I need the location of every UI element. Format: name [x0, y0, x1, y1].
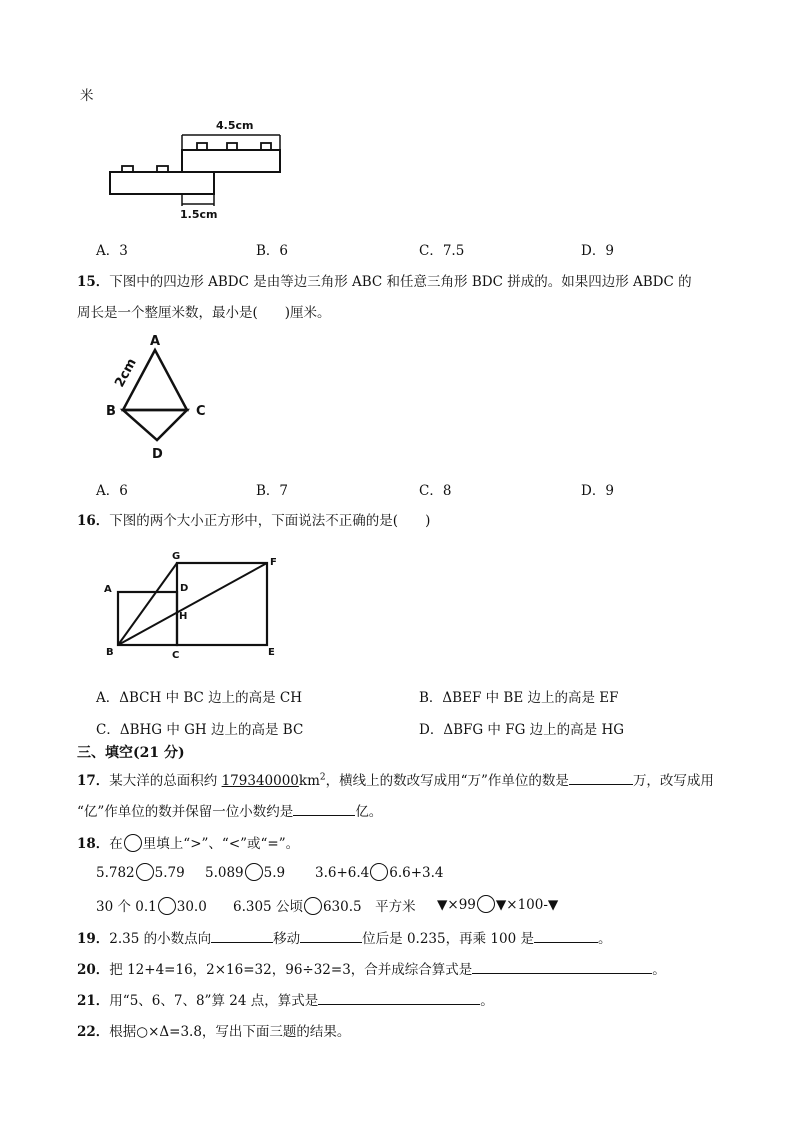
q18-r2i3-left: ▼×99	[437, 897, 476, 913]
q19-number: 19．	[77, 931, 110, 947]
section-3-title: 三、填空(21 分)	[77, 745, 185, 761]
q18-row2-item2	[233, 895, 416, 915]
q16-label-e: E	[268, 647, 275, 658]
q19-blank-1[interactable]	[211, 928, 273, 943]
q18-row2-item3	[437, 895, 558, 913]
q22-line	[77, 1020, 350, 1040]
q21-blank[interactable]	[318, 990, 480, 1005]
top-unit-text: 米	[80, 88, 94, 104]
q16-option-d: D．ΔBFG 中 FG 边上的高是 HG	[419, 722, 625, 738]
q19-text-4: 。	[597, 931, 612, 947]
q18-r1i3-left: 3.6+6.4	[315, 865, 370, 881]
q14-strips-figure	[100, 112, 300, 224]
compare-circle[interactable]	[304, 897, 322, 915]
q15-option-b: B．7	[256, 483, 289, 499]
q18-circle-icon	[124, 834, 142, 852]
q18-r1i1-left: 5.782	[96, 865, 135, 881]
q19-text-2: 移动	[273, 931, 301, 947]
q18-r2i2-right: 630.5 平方米	[322, 899, 416, 915]
q18-row1-item1	[96, 863, 185, 881]
q15-label-side: 2cm	[112, 356, 140, 390]
q15-label-b: B	[106, 404, 116, 419]
q17-end2: 亿。	[355, 804, 383, 820]
q21-line	[77, 989, 494, 1009]
q18-row2-item1	[96, 895, 207, 915]
q14-label-top: 4.5cm	[216, 119, 254, 132]
q16-label-d: D	[180, 583, 189, 594]
q19-blank-3[interactable]	[534, 928, 598, 943]
compare-circle[interactable]	[245, 863, 263, 881]
q18-r2i1-left: 30 个 0.1	[96, 899, 157, 915]
q18-number: 18．	[77, 836, 110, 852]
q14-option-a: A．3	[96, 243, 128, 259]
q21-text-1: 用“5、6、7、8”算 24 点，算式是	[109, 993, 319, 1009]
q15-number: 15．	[77, 274, 110, 290]
q17-end1: 万，改写成用	[632, 773, 714, 789]
q17-sup: 2	[319, 772, 326, 783]
q15-text-2: 周长是一个整厘米数，最小是( )厘米。	[77, 305, 331, 321]
q15-label-d: D	[152, 447, 163, 462]
q16-option-a: A．ΔBCH 中 BC 边上的高是 CH	[96, 690, 303, 706]
q15-quadrilateral-figure	[100, 330, 220, 465]
q18-r1i3-right: 6.6+3.4	[389, 865, 444, 881]
q16-label-h: H	[179, 611, 188, 622]
q21-text-2: 。	[480, 993, 494, 1009]
q17-unit: km	[298, 773, 320, 789]
q14-option-c: C．7.5	[419, 243, 465, 259]
q18-r2i2-left: 6.305 公顷	[233, 899, 303, 915]
q16-squares-figure	[100, 548, 290, 660]
q15-option-c: C．8	[419, 483, 452, 499]
q15-option-a: A．6	[96, 483, 128, 499]
q19-line	[77, 927, 611, 947]
compare-circle[interactable]	[158, 897, 176, 915]
q18-r1i2-left: 5.089	[205, 865, 244, 881]
q18-post: 里填上“>”、“<”或“=”。	[142, 836, 300, 852]
q18-row1-item2	[205, 863, 285, 881]
q16-label-c: C	[172, 650, 180, 660]
q18-r2i3-right: ▼×100-▼	[495, 897, 559, 913]
q15-line1	[77, 270, 692, 290]
q18-r1i2-right: 5.9	[263, 865, 286, 881]
q14-option-d: D．9	[581, 243, 614, 259]
q15-label-c: C	[196, 404, 206, 419]
q16-option-b: B．ΔBEF 中 BE 边上的高是 EF	[419, 690, 619, 706]
q14-option-b: B．6	[256, 243, 289, 259]
q22-text-1: 根据○×Δ=3.8，写出下面三题的结果。	[109, 1024, 351, 1040]
q17-value: 179340000	[221, 773, 299, 789]
q18-r2i1-right: 30.0	[176, 899, 207, 915]
q16-label-g: G	[172, 551, 181, 562]
q18-r1i1-right: 5.79	[154, 865, 185, 881]
q20-blank[interactable]	[472, 959, 652, 974]
q17-mid: ，横线上的数改写成用“万”作单位的数是	[325, 773, 569, 789]
q20-line	[77, 958, 666, 978]
q16-line	[77, 509, 430, 529]
q20-text-1: 把 12+4=16，2×16=32，96÷32=3，合并成综合算式是	[109, 962, 473, 978]
q16-option-c: C．ΔBHG 中 GH 边上的高是 BC	[96, 722, 304, 738]
q21-number: 21．	[77, 993, 110, 1009]
q19-text-3: 位后是 0.235，再乘 100 是	[362, 931, 534, 947]
q17-line2-pre: “亿”作单位的数并保留一位小数约是	[77, 804, 294, 820]
q19-blank-2[interactable]	[300, 928, 362, 943]
compare-circle[interactable]	[370, 863, 388, 881]
q18-row1-item3	[315, 863, 444, 881]
q17-number: 17．	[77, 773, 110, 789]
q16-label-b: B	[106, 647, 114, 658]
compare-circle[interactable]	[136, 863, 154, 881]
q20-number: 20．	[77, 962, 110, 978]
q16-number: 16．	[77, 513, 110, 529]
compare-circle[interactable]	[477, 895, 495, 913]
q18-pre: 在	[109, 836, 123, 852]
q16-label-f: F	[270, 557, 277, 568]
q16-label-a: A	[104, 584, 112, 595]
q18-line	[77, 832, 299, 852]
q22-number: 22．	[77, 1024, 110, 1040]
q14-label-bottom: 1.5cm	[180, 208, 218, 221]
q15-option-d: D．9	[581, 483, 614, 499]
q17-blank-2[interactable]	[293, 801, 355, 816]
q17-line2	[77, 800, 382, 820]
q17-pre: 某大洋的总面积约	[109, 773, 222, 789]
q20-text-2: 。	[652, 962, 666, 978]
q15-label-a: A	[150, 334, 161, 349]
q15-text-1: 下图中的四边形 ABDC 是由等边三角形 ABC 和任意三角形 BDC 拼成的。如果四边形 ABDC 的	[109, 274, 692, 290]
q17-line1	[77, 769, 714, 789]
q17-blank-1[interactable]	[569, 770, 633, 785]
q19-text-1: 2.35 的小数点向	[109, 931, 212, 947]
q16-text: 下图的两个大小正方形中，下面说法不正确的是( )	[109, 513, 431, 529]
